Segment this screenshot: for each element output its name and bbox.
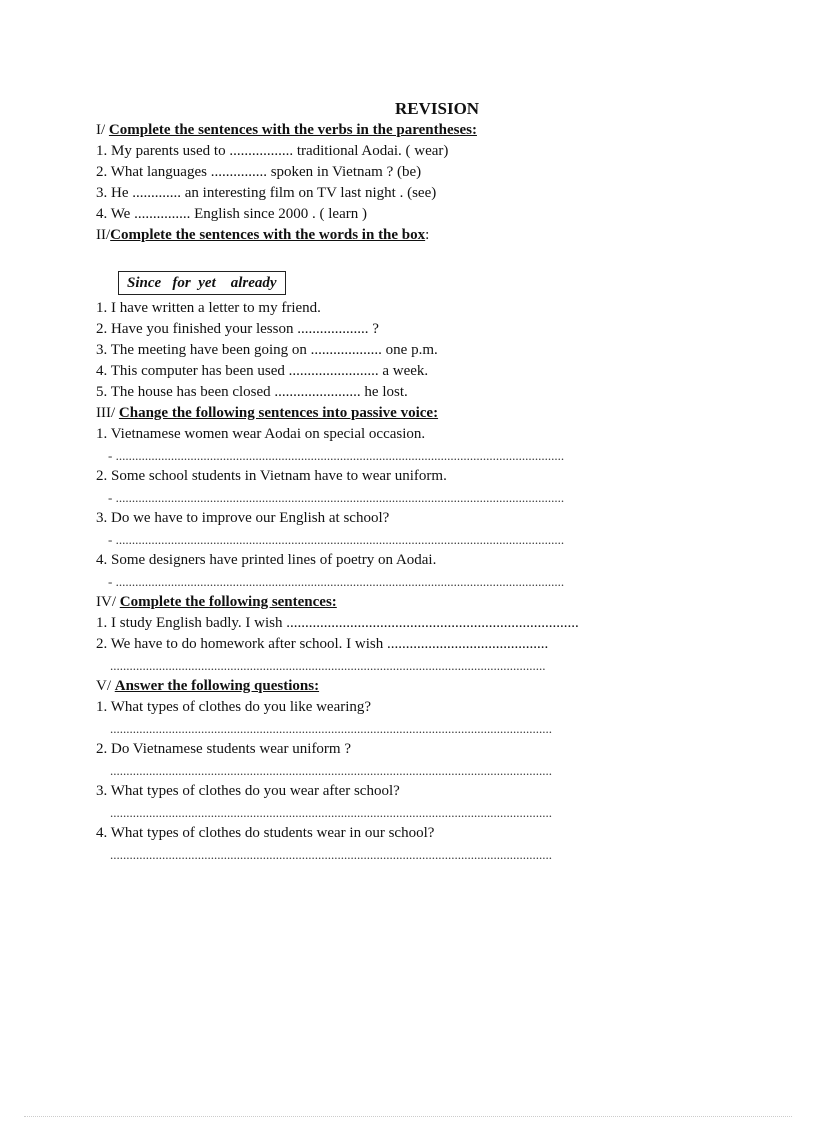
s5-item-4: 4. What types of clothes do students wear in our school?: [96, 825, 435, 841]
s1-item-1: 1. My parents used to ................. traditional Aodai. ( wear): [96, 143, 449, 159]
s1-item-4: 4. We ............... English since 2000 . ( learn ): [96, 206, 367, 222]
s3-item-3: 3. Do we have to improve our English at school?: [96, 510, 390, 526]
s5-answer-line-2[interactable]: ........................................................................................................................................: [110, 763, 552, 778]
s3-answer-line-3[interactable]: - ..........................................................................................................................................: [108, 532, 565, 547]
section-4-title: Complete the following sentences:: [119, 594, 337, 610]
page-title: REVISION: [395, 99, 480, 118]
s4-item-1: 1. I study English badly. I wish ..............................................................................: [96, 615, 579, 631]
section-5-number: V/: [96, 678, 115, 694]
s2-item-1: 1. I have written a letter to my friend.: [96, 300, 321, 316]
section-2-heading: [96, 225, 606, 246]
s3-item-4: 4. Some designers have printed lines of poetry on Aodai.: [96, 552, 437, 568]
s2-item-3: 3. The meeting have been going on ................... one p.m.: [96, 342, 438, 358]
section-3-heading: [96, 403, 606, 424]
s1-item-2: 2. What languages ............... spoken in Vietnam ? (be): [96, 164, 422, 180]
s2-item-2: 2. Have you finished your lesson ................... ?: [96, 321, 379, 337]
s3-answer-line-4[interactable]: - ..........................................................................................................................................: [108, 574, 565, 589]
section-3-number: III/: [96, 405, 119, 421]
s5-answer-line-4[interactable]: ........................................................................................................................................: [110, 847, 552, 862]
word-box: Since for yet already: [118, 271, 286, 295]
section-4-heading: [96, 592, 606, 613]
s5-item-2: 2. Do Vietnamese students wear uniform ?: [96, 741, 352, 757]
s2-item-5: 5. The house has been closed ....................... he lost.: [96, 384, 408, 400]
section-2-colon: :: [425, 227, 430, 243]
s3-item-2: 2. Some school students in Vietnam have to wear uniform.: [96, 468, 447, 484]
section-1-heading: [96, 120, 606, 141]
s5-item-3: 3. What types of clothes do you wear after school?: [96, 783, 400, 799]
s5-answer-line-3[interactable]: ........................................................................................................................................: [110, 805, 552, 820]
s3-item-1: 1. Vietnamese women wear Aodai on special occasion.: [96, 426, 426, 442]
section-1-number: I/: [96, 122, 109, 138]
worksheet-page: [96, 98, 606, 865]
s2-item-4: 4. This computer has been used ........................ a week.: [96, 363, 429, 379]
s5-item-1: 1. What types of clothes do you like wearing?: [96, 699, 372, 715]
s4-item-2: 2. We have to do homework after school. I wish ...........................................: [96, 636, 549, 652]
word-box-row: [96, 267, 606, 298]
section-4-number: IV/: [96, 594, 120, 610]
section-5-heading: [96, 676, 606, 697]
s5-answer-line-1[interactable]: ........................................................................................................................................: [110, 721, 552, 736]
s4-answer-line[interactable]: ......................................................................................................................................: [110, 658, 546, 673]
s1-item-3: 3. He ............. an interesting film on TV last night . (see): [96, 185, 437, 201]
page-bottom-divider: [24, 1116, 792, 1117]
section-2-number: II/: [96, 227, 111, 243]
blank-line: [96, 246, 606, 267]
section-2-title: Complete the sentences with the words in the box: [110, 227, 426, 243]
s3-answer-line-2[interactable]: - ..........................................................................................................................................: [108, 490, 565, 505]
section-1-title: Complete the sentences with the verbs in the parentheses:: [108, 122, 477, 138]
section-5-title: Answer the following questions:: [114, 678, 320, 694]
s3-answer-line-1[interactable]: - ..........................................................................................................................................: [108, 448, 565, 463]
section-3-title: Change the following sentences into passive voice:: [118, 405, 439, 421]
